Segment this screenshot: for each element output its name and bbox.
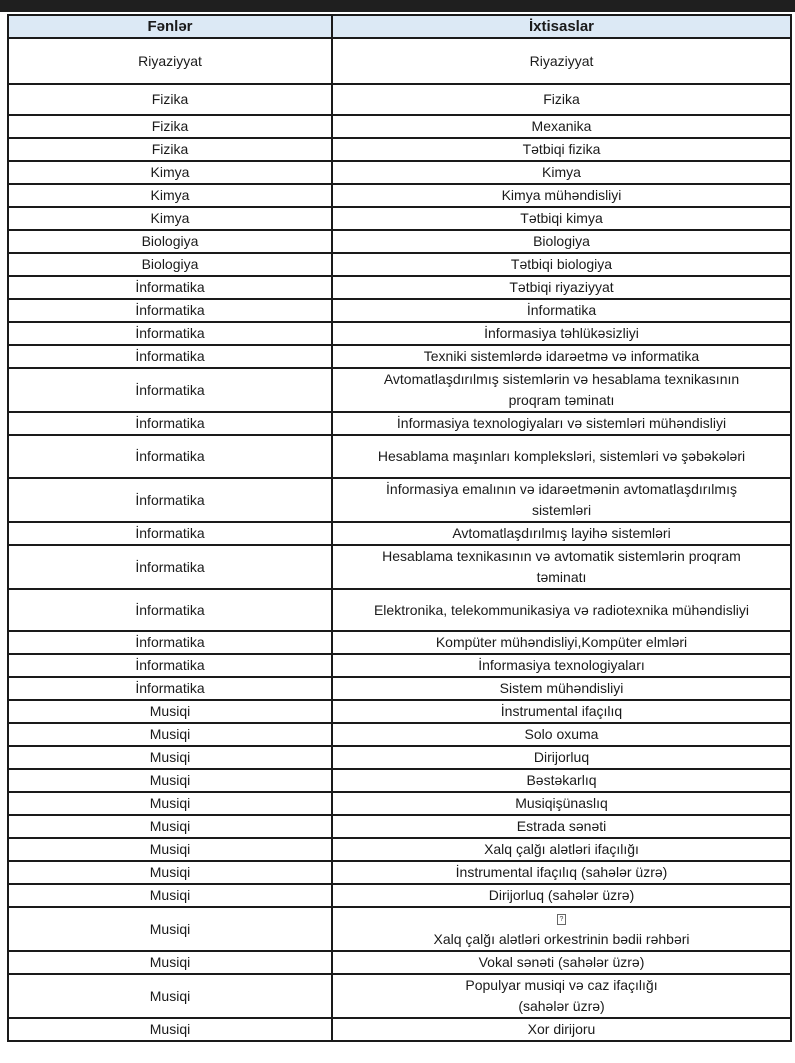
table-header-row: [8, 15, 791, 38]
specialty-cell: [332, 974, 791, 1018]
subject-cell: Fizika: [8, 138, 332, 161]
specialty-cell: [332, 161, 791, 184]
specialty-text: Xalq çalğı alətləri ifaçılığı: [484, 841, 639, 857]
specialty-text: Populyar musiqi və caz ifaçılığı: [465, 977, 658, 993]
specialty-text: Bəstəkarlıq: [526, 772, 597, 788]
specialty-cell: [332, 478, 791, 522]
table-row: [8, 184, 791, 207]
specialty-cell: [332, 723, 791, 746]
specialty-cell: [332, 207, 791, 230]
subject-cell: İnformatika: [8, 654, 332, 677]
table-row: [8, 815, 791, 838]
subject-cell: Musiqi: [8, 769, 332, 792]
subject-cell: Musiqi: [8, 746, 332, 769]
column-header-subjects: Fənlər: [8, 15, 332, 38]
table-row: [8, 38, 791, 84]
table-row: [8, 677, 791, 700]
specialty-cell: [332, 907, 791, 951]
subject-cell: Kimya: [8, 207, 332, 230]
subject-cell: Fizika: [8, 115, 332, 138]
specialty-cell: [332, 838, 791, 861]
specialty-cell: [332, 84, 791, 115]
specialty-cell: [332, 115, 791, 138]
specialty-text: Estrada sənəti: [516, 818, 607, 834]
table-row: [8, 769, 791, 792]
subject-cell: Musiqi: [8, 974, 332, 1018]
subject-cell: Fizika: [8, 84, 332, 115]
subject-cell: Musiqi: [8, 1018, 332, 1041]
specialty-text: Riyaziyyat: [529, 52, 594, 69]
subjects-specialties-table: [7, 14, 792, 1042]
table-row: [8, 138, 791, 161]
specialty-text: Musiqişünaslıq: [515, 795, 608, 811]
specialty-text: Kompüter mühəndisliyi,Kompüter elmləri: [435, 634, 688, 650]
specialty-cell: [332, 545, 791, 589]
specialty-text: təminatı: [536, 569, 587, 585]
subject-cell: İnformatika: [8, 589, 332, 631]
subject-cell: İnformatika: [8, 368, 332, 412]
specialty-text: (sahələr üzrə): [518, 998, 605, 1014]
specialty-text: sistemləri: [531, 502, 592, 518]
subject-cell: Musiqi: [8, 723, 332, 746]
specialty-text: Kimya mühəndisliyi: [501, 187, 622, 203]
subject-cell: Riyaziyyat: [8, 38, 332, 84]
specialty-text: Hesablama maşınları kompleksləri, sistemləri və şəbəkələri: [377, 448, 746, 464]
specialty-text: İnformatika: [526, 302, 597, 318]
specialty-text: Sistem mühəndisliyi: [499, 680, 624, 696]
specialty-text: Dirijorluq (sahələr üzrə): [488, 887, 635, 903]
subject-cell: İnformatika: [8, 545, 332, 589]
subject-cell: Musiqi: [8, 700, 332, 723]
subject-cell: İnformatika: [8, 299, 332, 322]
subject-cell: Kimya: [8, 184, 332, 207]
table-body: [8, 38, 791, 1041]
table-row: [8, 907, 791, 951]
subject-cell: Musiqi: [8, 907, 332, 951]
table-row: [8, 207, 791, 230]
table-row: [8, 1018, 791, 1041]
subject-cell: İnformatika: [8, 412, 332, 435]
specialty-text: Tətbiqi biologiya: [510, 256, 613, 272]
subject-cell: İnformatika: [8, 322, 332, 345]
table-row: [8, 838, 791, 861]
specialty-cell: [332, 435, 791, 478]
specialty-cell: [332, 299, 791, 322]
specialty-text: proqram təminatı: [508, 392, 615, 408]
table-row: [8, 230, 791, 253]
specialty-cell: [332, 769, 791, 792]
table-row: [8, 974, 791, 1018]
specialty-text: Texniki sistemlərdə idarəetmə və informatika: [423, 348, 700, 364]
subject-cell: Musiqi: [8, 884, 332, 907]
specialty-cell: [332, 412, 791, 435]
table-row: [8, 412, 791, 435]
subject-cell: Biologiya: [8, 253, 332, 276]
table-row: [8, 545, 791, 589]
specialty-text: Biologiya: [533, 233, 590, 249]
subject-cell: İnformatika: [8, 631, 332, 654]
subject-cell: Musiqi: [8, 838, 332, 861]
specialty-text: İnformasiya texnologiyaları: [478, 657, 645, 673]
specialty-cell: [332, 815, 791, 838]
specialty-cell: [332, 184, 791, 207]
specialty-cell: [332, 861, 791, 884]
table-row: [8, 631, 791, 654]
table-row: [8, 884, 791, 907]
specialty-text: İnstrumental ifaçılıq: [500, 703, 623, 719]
table-row: [8, 368, 791, 412]
specialty-text: Tətbiqi riyaziyyat: [509, 279, 614, 295]
specialty-cell: [332, 522, 791, 545]
table-row: [8, 276, 791, 299]
specialty-cell: [332, 884, 791, 907]
specialty-cell: [332, 792, 791, 815]
subject-cell: İnformatika: [8, 522, 332, 545]
specialty-cell: [332, 700, 791, 723]
specialty-cell: [332, 253, 791, 276]
table-row: [8, 522, 791, 545]
table-row: [8, 345, 791, 368]
table-row: [8, 322, 791, 345]
table-row: [8, 435, 791, 478]
specialty-text: Hesablama texnikasının və avtomatik sistemlərin proqram: [382, 548, 741, 564]
subject-cell: Musiqi: [8, 815, 332, 838]
specialty-text: Tətbiqi kimya: [520, 210, 603, 226]
specialty-cell: [332, 589, 791, 631]
table-row: [8, 746, 791, 769]
specialty-cell: [332, 677, 791, 700]
table-row: [8, 115, 791, 138]
table-row: [8, 84, 791, 115]
specialty-cell: [332, 276, 791, 299]
specialty-text: Xor dirijoru: [527, 1021, 596, 1037]
specialty-text: Vokal sənəti (sahələr üzrə): [478, 954, 645, 970]
table-row: [8, 253, 791, 276]
column-header-specialties: İxtisaslar: [332, 15, 791, 38]
specialty-cell: [332, 654, 791, 677]
table-row: [8, 861, 791, 884]
specialty-text: Xalq çalğı alətləri orkestrinin bədii rəhbəri: [433, 931, 690, 947]
subject-cell: İnformatika: [8, 478, 332, 522]
specialty-cell: [332, 38, 791, 84]
missing-glyph-icon: ?: [557, 914, 566, 925]
specialty-text: İnformasiya emalının və idarəetmənin avtomatlaşdırılmış: [386, 481, 737, 497]
specialty-cell: [332, 322, 791, 345]
specialty-glyph-line: [337, 908, 786, 929]
subject-cell: Kimya: [8, 161, 332, 184]
specialty-text: İnformasiya texnologiyaları və sistemləri mühəndisliyi: [396, 415, 727, 431]
specialty-text: Kimya: [542, 164, 581, 180]
subject-cell: Musiqi: [8, 792, 332, 815]
table-row: [8, 654, 791, 677]
table-row: [8, 723, 791, 746]
table-row: [8, 792, 791, 815]
table-row: [8, 951, 791, 974]
subject-cell: Musiqi: [8, 861, 332, 884]
specialty-text: İnformasiya təhlükəsizliyi: [484, 325, 639, 341]
subject-cell: Musiqi: [8, 951, 332, 974]
specialty-cell: [332, 951, 791, 974]
top-dark-bar: [0, 0, 795, 12]
table-row: [8, 478, 791, 522]
specialty-text: Tətbiqi fizika: [522, 141, 601, 157]
table-row: [8, 589, 791, 631]
specialty-cell: [332, 746, 791, 769]
specialty-cell: [332, 1018, 791, 1041]
table-row: [8, 299, 791, 322]
specialty-text: Fizika: [543, 91, 580, 107]
subject-cell: Biologiya: [8, 230, 332, 253]
specialty-cell: [332, 345, 791, 368]
subject-cell: İnformatika: [8, 435, 332, 478]
specialty-cell: [332, 138, 791, 161]
specialty-text: İnstrumental ifaçılıq (sahələr üzrə): [455, 864, 668, 880]
subject-cell: İnformatika: [8, 276, 332, 299]
specialty-text: Avtomatlaşdırılmış sistemlərin və hesablama texnikasının: [383, 371, 740, 387]
specialty-text: Mexanika: [531, 118, 592, 134]
specialty-cell: [332, 368, 791, 412]
specialty-cell: [332, 631, 791, 654]
specialty-cell: [332, 230, 791, 253]
table-row: [8, 161, 791, 184]
specialty-text: Elektronika, telekommunikasiya və radiotexnika mühəndisliyi: [373, 601, 750, 618]
table-row: [8, 700, 791, 723]
specialty-text: Solo oxuma: [524, 726, 599, 742]
subject-cell: İnformatika: [8, 345, 332, 368]
subject-cell: İnformatika: [8, 677, 332, 700]
specialty-text: Dirijorluq: [533, 749, 590, 765]
specialty-text: Avtomatlaşdırılmış layihə sistemləri: [452, 525, 671, 541]
